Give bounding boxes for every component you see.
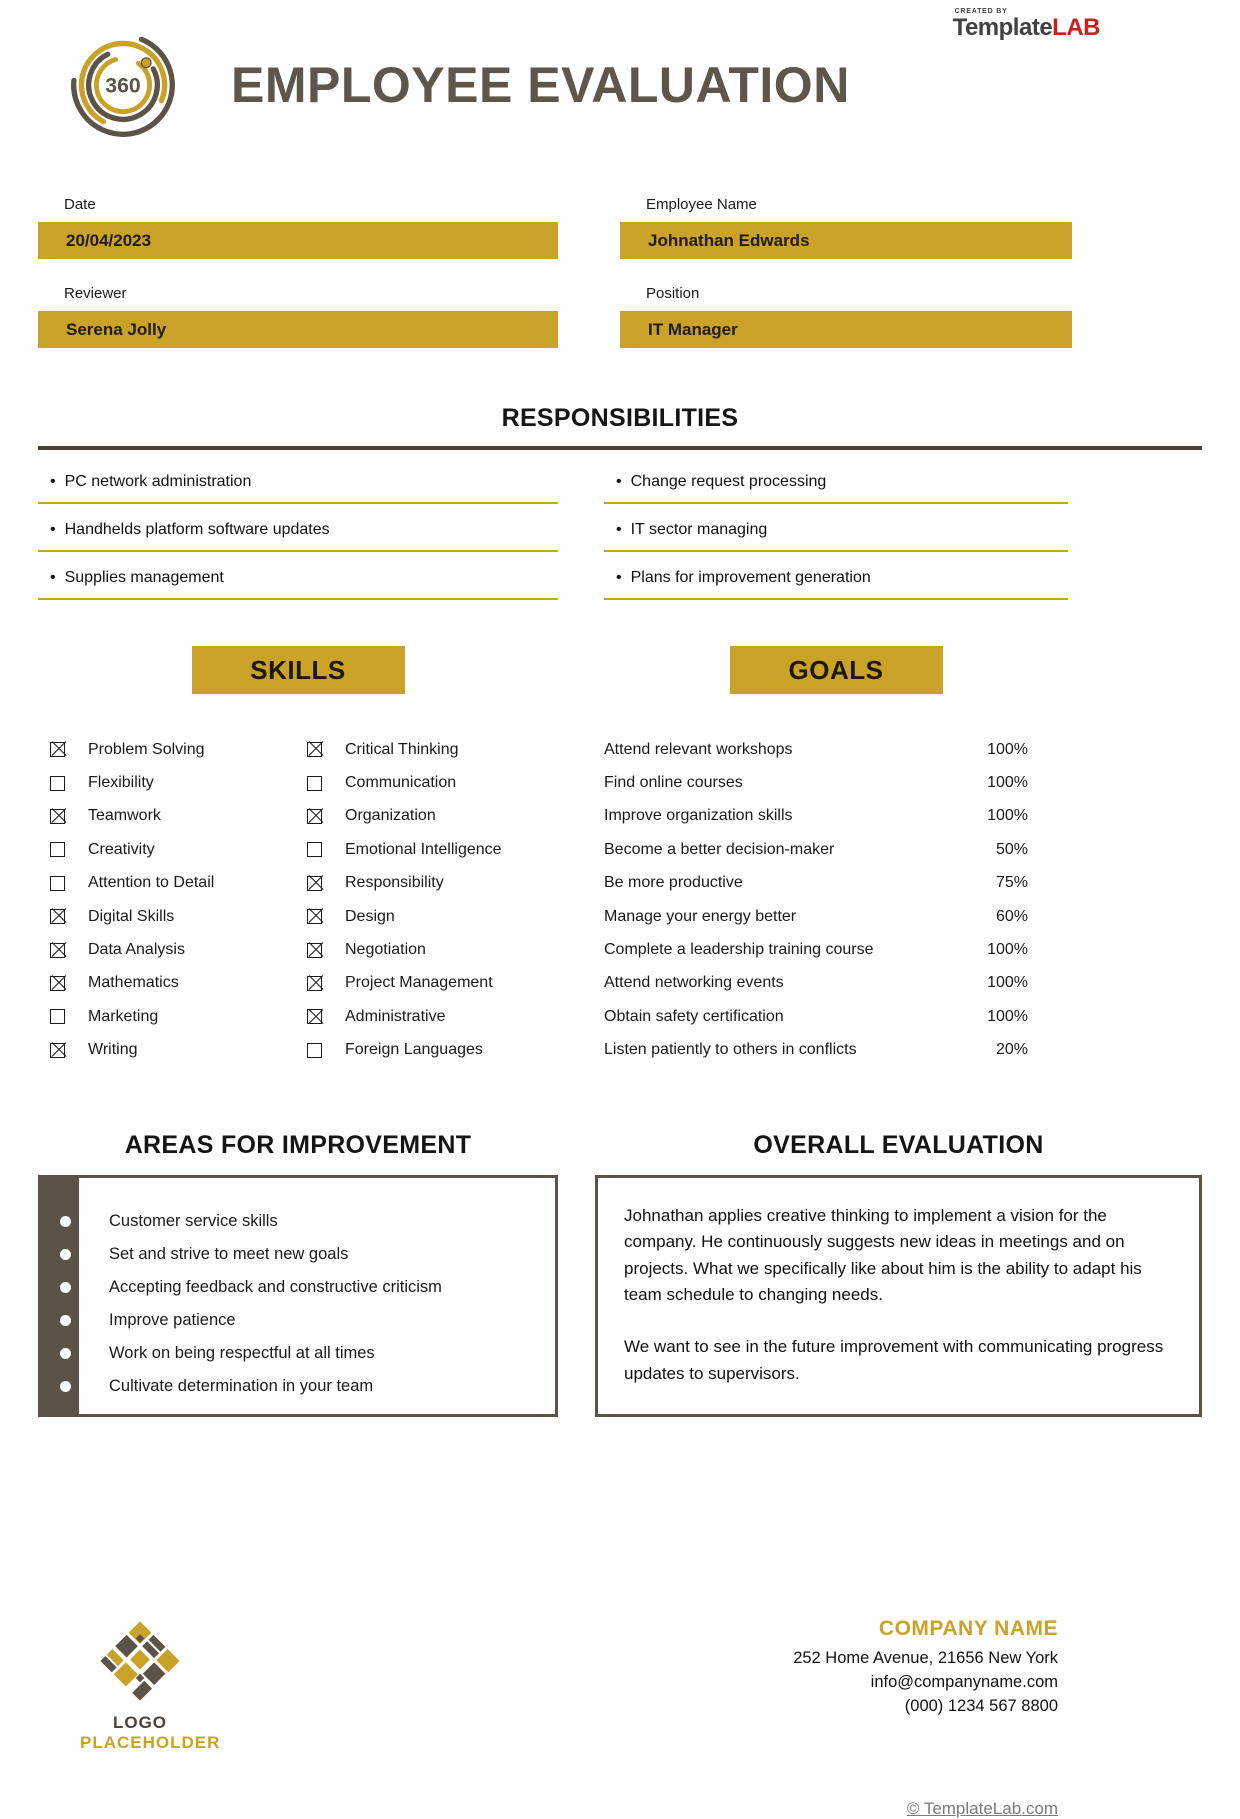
skill-row: [38, 967, 295, 1000]
skill-label: Flexibility: [88, 774, 154, 792]
improvement-box: [38, 1175, 558, 1417]
skill-row: [295, 867, 552, 900]
goals-column: [604, 646, 1068, 1067]
goal-label: Listen patiently to others in conflicts: [604, 1041, 857, 1059]
goals-list: [604, 733, 1068, 1067]
goal-label: Obtain safety certification: [604, 1007, 784, 1025]
responsibilities-list: [38, 456, 1202, 600]
skill-row: [38, 867, 295, 900]
skill-label: Responsibility: [345, 874, 444, 892]
skill-row: [38, 900, 295, 933]
checkbox-icon[interactable]: [307, 876, 322, 891]
skills-goals-section: [38, 646, 1202, 1067]
improvement-evaluation-section: [38, 1131, 1202, 1417]
bullet-strip: [41, 1178, 79, 1414]
company-address: 252 Home Avenue, 21656 New York: [793, 1648, 1058, 1667]
checkbox-icon[interactable]: [50, 776, 65, 791]
position-value-field[interactable]: IT Manager: [620, 311, 1072, 348]
goal-label: Become a better decision-maker: [604, 840, 835, 858]
checkbox-icon[interactable]: [50, 976, 65, 991]
responsibility-item: • IT sector managing: [604, 504, 1068, 552]
goal-label: Improve organization skills: [604, 807, 793, 825]
goal-progress: 100%: [987, 974, 1028, 992]
checkbox-icon[interactable]: [50, 876, 65, 891]
skill-label: Critical Thinking: [345, 740, 459, 758]
goal-progress: 20%: [995, 1041, 1028, 1059]
bullet-dot-icon: [60, 1381, 71, 1392]
checkbox-icon[interactable]: [307, 1009, 322, 1024]
reviewer-label: Reviewer: [64, 285, 127, 302]
improvement-item: Accepting feedback and constructive criticism: [109, 1278, 545, 1298]
logo-text-line1: LOGO: [112, 1712, 168, 1732]
goal-progress: 50%: [995, 840, 1028, 858]
skill-label: Emotional Intelligence: [345, 840, 502, 858]
fields-grid: [38, 196, 1202, 348]
skill-label: Data Analysis: [88, 941, 185, 959]
checkbox-icon[interactable]: [307, 742, 322, 757]
skill-row: [38, 800, 295, 833]
skill-row: [38, 933, 295, 966]
checkbox-icon[interactable]: [307, 909, 322, 924]
goal-row: [604, 867, 1028, 900]
company-phone: (000) 1234 567 8800: [904, 1696, 1058, 1715]
checkbox-icon[interactable]: [50, 909, 65, 924]
goal-progress: 75%: [995, 874, 1028, 892]
skill-row: [38, 1034, 295, 1067]
skill-row: [295, 733, 552, 766]
goal-row: [604, 1034, 1028, 1067]
goal-progress: 100%: [987, 740, 1028, 758]
skill-label: Problem Solving: [88, 740, 205, 758]
checkbox-icon[interactable]: [307, 809, 322, 824]
goal-row: [604, 800, 1028, 833]
field-date: [38, 196, 558, 259]
skill-row: [38, 833, 295, 866]
logo-placeholder: [80, 1617, 221, 1753]
skill-label: Design: [345, 907, 395, 925]
page-title: EMPLOYEE EVALUATION: [231, 57, 850, 113]
bullet-dot-icon: [60, 1249, 71, 1260]
goal-progress: 100%: [987, 807, 1028, 825]
logo-text-line2: PLACEHOLDER: [80, 1732, 221, 1752]
goal-label: Complete a leadership training course: [604, 941, 874, 959]
date-value-field[interactable]: 20/04/2023: [38, 222, 558, 259]
skill-row: [38, 1000, 295, 1033]
skill-row: [295, 1034, 552, 1067]
skill-label: Project Management: [345, 974, 493, 992]
checkbox-icon[interactable]: [307, 1043, 322, 1058]
brand-red-text: LAB: [1052, 14, 1100, 41]
checkbox-icon[interactable]: [50, 842, 65, 857]
skill-label: Marketing: [88, 1007, 159, 1025]
reviewer-value-field[interactable]: Serena Jolly: [38, 311, 558, 348]
improvement-item: Cultivate determination in your team: [109, 1377, 545, 1397]
improvement-item: Customer service skills: [109, 1212, 545, 1232]
responsibility-item: • Handhelds platform software updates: [38, 504, 558, 552]
responsibilities-section: [38, 404, 1202, 600]
field-employee-name: [620, 196, 1072, 259]
goal-label: Find online courses: [604, 774, 743, 792]
checkbox-icon[interactable]: [307, 976, 322, 991]
skill-label: Writing: [88, 1041, 138, 1059]
employee-name-value-field[interactable]: Johnathan Edwards: [620, 222, 1072, 259]
skills-column: [38, 646, 558, 1067]
improvement-column: [38, 1131, 558, 1417]
goal-progress: 100%: [987, 774, 1028, 792]
created-by-label: CREATED BY: [954, 8, 1008, 15]
skill-label: Creativity: [88, 840, 155, 858]
evaluation-box: [595, 1175, 1202, 1417]
date-label: Date: [64, 196, 96, 213]
responsibility-item: • Plans for improvement generation: [604, 552, 1068, 600]
checkbox-icon[interactable]: [50, 1009, 65, 1024]
skill-label: Negotiation: [345, 941, 426, 959]
improvement-item: Improve patience: [109, 1311, 545, 1331]
improvement-title: AREAS FOR IMPROVEMENT: [124, 1130, 472, 1159]
company-info: [793, 1617, 1058, 1719]
goal-label: Be more productive: [604, 874, 743, 892]
goal-progress: 100%: [987, 941, 1028, 959]
company-name: COMPANY NAME: [878, 1616, 1058, 1640]
goal-row: [604, 967, 1028, 1000]
skill-label: Teamwork: [88, 807, 161, 825]
checkbox-icon[interactable]: [50, 1043, 65, 1058]
skills-column-1: [38, 733, 295, 1067]
bullet-dot-icon: [60, 1282, 71, 1293]
skill-label: Attention to Detail: [88, 874, 215, 892]
skill-row: [295, 1000, 552, 1033]
evaluation-paragraph: We want to see in the future improvement with communicating progress updates to supervisors.: [624, 1337, 1164, 1383]
copyright-row: [38, 1799, 1202, 1819]
checkbox-icon[interactable]: [50, 742, 65, 757]
skill-label: Administrative: [345, 1007, 446, 1025]
goal-row: [604, 1000, 1028, 1033]
goal-row: [604, 766, 1028, 799]
badge-360-text: 360: [105, 73, 141, 98]
goal-label: Attend relevant workshops: [604, 740, 793, 758]
bullet-dot-icon: [60, 1348, 71, 1359]
goal-label: Manage your energy better: [604, 907, 797, 925]
skill-label: Mathematics: [88, 974, 179, 992]
logo-placeholder-icon: [90, 1617, 190, 1709]
employee-name-label: Employee Name: [646, 196, 757, 213]
improvement-list: [79, 1178, 555, 1414]
skill-label: Digital Skills: [88, 907, 175, 925]
skill-label: Communication: [345, 774, 457, 792]
checkbox-icon[interactable]: [307, 842, 322, 857]
360-degree-logo-icon: [65, 26, 181, 144]
position-label: Position: [646, 285, 700, 302]
checkbox-icon[interactable]: [50, 809, 65, 824]
goal-row: [604, 833, 1028, 866]
skill-row: [295, 766, 552, 799]
templatelab-wordmark: [953, 14, 1100, 41]
checkbox-icon[interactable]: [307, 776, 322, 791]
goal-row: [604, 933, 1028, 966]
responsibility-item: • Supplies management: [38, 552, 558, 600]
goal-progress: 60%: [995, 907, 1028, 925]
skills-column-2: [295, 733, 552, 1067]
goal-row: [604, 733, 1028, 766]
goal-row: [604, 900, 1028, 933]
goal-label: Attend networking events: [604, 974, 784, 992]
templatelab-link[interactable]: © TemplateLab.com: [906, 1798, 1058, 1818]
skill-row: [295, 933, 552, 966]
field-position: [620, 285, 1072, 348]
improvement-item: Set and strive to meet new goals: [109, 1245, 545, 1265]
checkbox-icon[interactable]: [307, 943, 322, 958]
skill-row: [295, 900, 552, 933]
bullet-dot-icon: [60, 1216, 71, 1227]
responsibility-item: • Change request processing: [604, 456, 1068, 504]
company-email: info@companyname.com: [870, 1672, 1058, 1691]
skill-row: [38, 733, 295, 766]
goals-header: GOALS: [730, 646, 943, 694]
responsibilities-title: RESPONSIBILITIES: [501, 404, 739, 432]
checkbox-icon[interactable]: [50, 943, 65, 958]
evaluation-title: OVERALL EVALUATION: [753, 1130, 1044, 1159]
evaluation-column: [595, 1131, 1202, 1417]
skill-row: [38, 766, 295, 799]
skill-label: Organization: [345, 807, 436, 825]
skill-row: [295, 967, 552, 1000]
bullet-dot-icon: [60, 1315, 71, 1326]
improvement-item: Work on being respectful at all times: [109, 1344, 545, 1364]
brand-gray-text: Template: [952, 14, 1053, 41]
skill-label: Foreign Languages: [345, 1041, 483, 1059]
skill-row: [295, 800, 552, 833]
footer: [38, 1617, 1202, 1753]
responsibility-item: • PC network administration: [38, 456, 558, 504]
templatelab-logo: [953, 8, 1100, 40]
field-reviewer: [38, 285, 558, 348]
skills-list: [38, 733, 558, 1067]
evaluation-paragraph: Johnathan applies creative thinking to implement a vision for the company. He continuously suggests new ideas in meetings and on projects. What we specifically like about him is the ability to adapt his team schedule to changing needs.: [624, 1205, 1142, 1304]
skills-header: SKILLS: [192, 646, 405, 694]
goal-progress: 100%: [987, 1007, 1028, 1025]
section-divider: [38, 446, 1202, 450]
skill-row: [295, 833, 552, 866]
